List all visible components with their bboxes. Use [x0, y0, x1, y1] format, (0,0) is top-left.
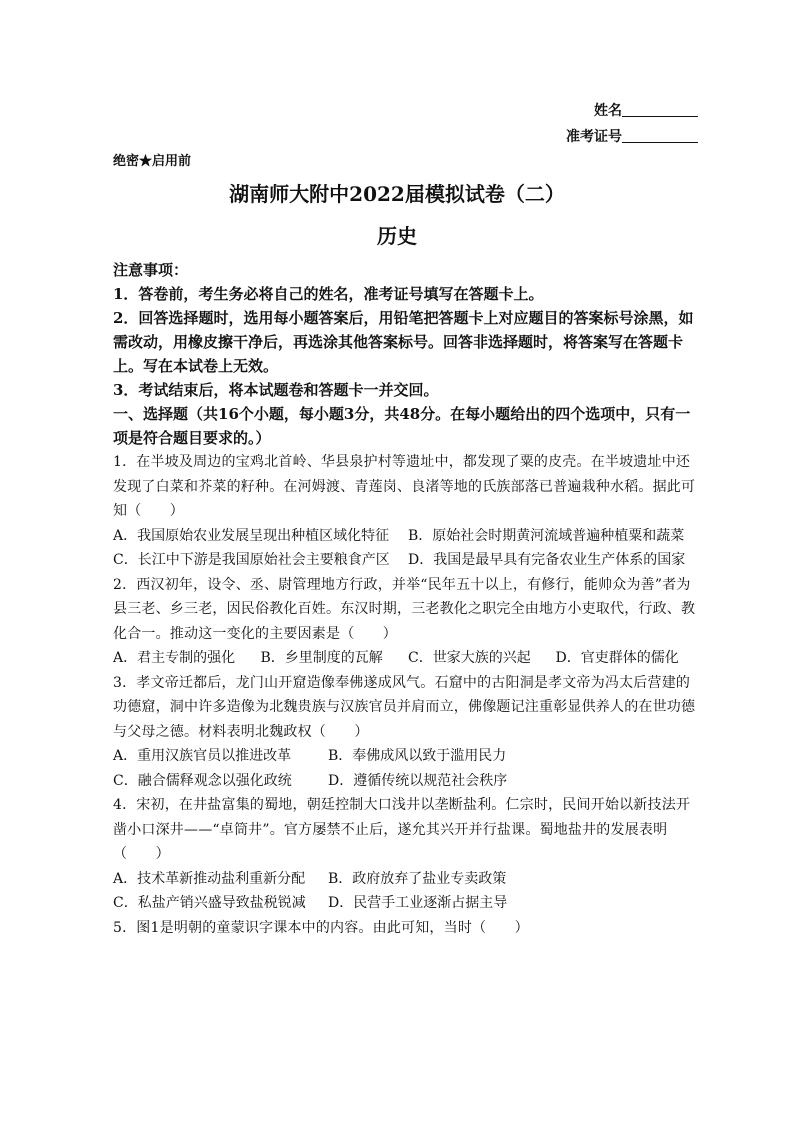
option-c: C．融合儒释观念以强化政统 — [113, 772, 292, 789]
option-b: B．原始社会时期黄河流域普遍种植粟和蔬菜 — [408, 527, 685, 544]
name-blank[interactable] — [622, 102, 698, 117]
option-a: A．我国原始农业发展呈现出种植区域化特征 — [113, 527, 390, 544]
option-b: B．乡里制度的瓦解 — [260, 650, 383, 666]
question-3 — [113, 671, 703, 794]
option-row — [113, 646, 703, 671]
question-stem: 2．西汉初年，设令、丞、尉管理地方行政，并举“民年五十以上，有修行，能帅众为善”者为县三老、乡三老，因民俗教化百姓。东汉时期，三老教化之职完全由地方小吏取代，行政、教化合一。推动这一变化的主要因素是（ ） — [113, 576, 696, 642]
option-row — [113, 524, 703, 549]
option-c: C．长江中下游是我国原始社会主要粮食产区 — [113, 552, 390, 568]
option-a: A．技术革新推动盐利重新分配 — [113, 870, 306, 887]
question-stem: 1．在半坡及周边的宝鸡北首岭、华县泉护村等遗址中，都发现了粟的皮壳。在半坡遗址中还发现了白菜和芥菜的籽种。在河姆渡、青莲岗、良渚等地的氏族部落已普遍栽种水稻。据此可知（ ） — [113, 454, 696, 519]
question-1 — [113, 450, 703, 573]
question-5 — [113, 916, 703, 941]
subject-title: 历史 — [377, 224, 417, 248]
section-heading: 一、选择题（共16个小题，每小题3分，共48分。在每小题给出的四个选项中，只有一项是符合题目要求的。） — [113, 405, 691, 447]
exam-id-label: 准考证号 — [566, 129, 622, 145]
option-a: A．重用汉族官员以推进改革 — [113, 748, 292, 764]
option-b: B．奉佛成风以致于滥用民力 — [328, 748, 507, 764]
name-field — [594, 100, 698, 120]
option-row — [113, 548, 703, 573]
exam-id-field — [566, 126, 698, 146]
option-row — [113, 769, 703, 794]
question-4 — [113, 793, 703, 916]
name-label: 姓名 — [594, 103, 622, 119]
notice-item: 3．考试结束后，将本试题卷和答题卡一并交回。 — [113, 381, 439, 399]
question-stem: 3．孝文帝迁都后，龙门山开窟造像奉佛遂成风气。石窟中的古阳洞是孝文帝为冯太后营建的功德窟，洞中许多造像为北魏贵族与汉族官员并肩而立，佛像题记注重彰显供养人的在世功德与父母之德。材料表明北魏政权（ ） — [113, 674, 696, 740]
option-d: D．遵循传统以规范社会秩序 — [328, 772, 508, 789]
notice-heading: 注意事项： — [113, 261, 189, 279]
option-d: D．我国是最早具有完备农业生产体系的国家 — [408, 552, 686, 568]
exam-title: 湖南师大附中2022届模拟试卷（二） — [229, 182, 565, 206]
option-d: D．民营手工业逐渐占据主导 — [328, 895, 508, 911]
question-2 — [113, 573, 703, 671]
secret-mark: 绝密★启用前 — [113, 154, 192, 169]
question-stem: 5．图1是明朝的童蒙识字课本中的内容。由此可知，当时（ ） — [113, 919, 529, 936]
option-b: B．政府放弃了盐业专卖政策 — [328, 870, 507, 887]
option-d: D．官吏群体的儒化 — [555, 650, 679, 666]
notice-item: 1．答卷前，考生务必将自己的姓名，准考证号填写在答题卡上。 — [113, 285, 544, 303]
notice-item: 2．回答选择题时，选用每小题答案后，用铅笔把答题卡上对应题目的答案标号涂黑，如需改动，用橡皮擦干净后，再选涂其他答案标号。回答非选择题时，将答案写在答题卡上。写在本试卷上无效。 — [113, 309, 694, 375]
exam-id-blank[interactable] — [622, 128, 698, 143]
option-c: C．私盐产销兴盛导致盐税锐减 — [113, 895, 306, 911]
option-row — [113, 891, 703, 916]
option-row — [113, 744, 703, 769]
option-c: C．世家大族的兴起 — [408, 650, 531, 666]
question-stem: 4．宋初，在井盐富集的蜀地，朝廷控制大口浅井以垄断盐利。仁宗时，民间开始以新技法开凿小口深井——“卓筒井”。官方屡禁不止后，遂允其兴开并行盐课。蜀地盐井的发展表明（ ） — [113, 797, 691, 862]
option-row — [113, 867, 703, 892]
option-a: A．君主专制的强化 — [113, 650, 236, 666]
notice-block — [113, 258, 703, 940]
